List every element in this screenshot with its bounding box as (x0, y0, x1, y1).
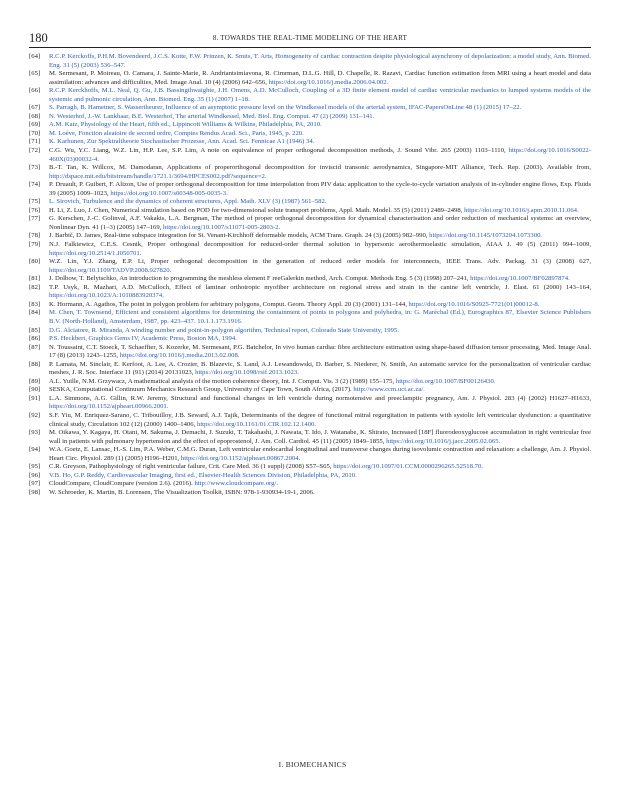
reference-number: [72] (29, 147, 41, 155)
reference-text-block (49, 138, 591, 147)
reference-link[interactable]: https://doi.org/10.1007/s00348-005-0035-3. (110, 189, 228, 197)
reference-text: R.C.P. Kerckhoffs, M.L. Neal, Q. Gu, J.B. Bassingthwaighte, J.H. Omens, A.D. McCulloch, Coupling of a 3D finite element model of cardiac ventricular mechanics to lumped systems models of the systemic and pulmonic circulation, Ann. Biomed. Eng. 35 (1) (2007) 1–18. (49, 87, 591, 103)
reference-text: W.Z. Lin, Y.J. Zhang, E.P. Li, Proper orthogonal decomposition in the generation of reduced order models for interconnects, IEEE Trans. Adv. Packag. 31 (3) (2008) 627, (49, 258, 591, 266)
reference-text-block (49, 147, 591, 164)
reference-link[interactable]: https://doi.org/10.1145/1073204.1073300. (429, 232, 543, 240)
reference-number: [95] (29, 463, 41, 471)
reference-number: [75] (29, 198, 41, 206)
reference-text-block (49, 215, 591, 232)
reference-item (29, 70, 591, 87)
reference-number: [67] (29, 104, 41, 112)
reference-number: [71] (29, 138, 41, 146)
reference-text: S.F. Yiu, M. Enriquez-Sarano, C. Tribouilloy, J.B. Seward, A.J. Tajik, Determinants of the degree of functional mitral regurgitation in patients with systolic left ventricular dysfunction: a quantitative clinical study, Circulation 102 (12) (2000) 1400–1406, (49, 411, 591, 428)
reference-link[interactable]: http://www.ccm.uct.ac.za/. (353, 386, 425, 394)
reference-text-block (49, 232, 591, 241)
reference-item (29, 198, 591, 207)
reference-item (29, 181, 591, 198)
reference-text: L. Sirovich, Turbulence and the dynamics of coherent structures, Appl. Math. XLV (3) (1987) 561–582. (49, 198, 327, 206)
reference-number: [87] (29, 343, 41, 351)
reference-number: [74] (29, 181, 41, 189)
reference-text-block (49, 181, 591, 198)
reference-link[interactable]: https://doi.org/10.1007/BF02897874. (470, 275, 570, 283)
reference-item (29, 164, 591, 181)
reference-text: W. Schroeder, K. Martin, B. Lorensen, The Visualization Toolkit, ISBN: 978-1-930934-19-1, 2006. (49, 488, 315, 496)
reference-item (29, 113, 591, 122)
reference-text-block (49, 113, 591, 122)
reference-text-block (49, 164, 591, 181)
reference-item (29, 472, 591, 481)
reference-number: [78] (29, 232, 41, 240)
reference-link[interactable]: https://doi.org/10.1098/rsif.2013.1023. (195, 369, 299, 377)
reference-number: [91] (29, 394, 41, 402)
reference-text: M. Loève, Fonction aleatoire de second ordre, Comptes Rendus Acad. Sci., Paris, 1945, p. 220. (49, 129, 304, 137)
reference-link[interactable]: https://doi.org/10.1007/BF00126430. (395, 377, 496, 385)
reference-text-block (49, 258, 591, 275)
reference-number: [77] (29, 215, 41, 223)
reference-text-block (49, 344, 591, 361)
reference-item (29, 87, 591, 104)
reference-text-block (49, 87, 591, 104)
reference-number: [96] (29, 471, 41, 479)
reference-text: J. Barbič, D. James, Real-time subspace integration for St. Venant-Kirchhoff deformable models, ACM Trans. Graph. 24 (3) (2005) 982–990, (49, 232, 430, 240)
reference-item (29, 138, 591, 147)
reference-link[interactable]: https://doi.org/10.1016/j.media.2013.02.008. (119, 352, 240, 360)
reference-item (29, 121, 591, 130)
reference-item (29, 446, 591, 463)
reference-text-block (49, 275, 591, 284)
reference-link[interactable]: https://doi.org/10.1109/TADVP.2008.927820. (49, 266, 172, 274)
reference-link[interactable]: https://doi.org/10.1152/ajpheart.00867.2004. (180, 454, 301, 462)
reference-text: M. Oikawa, Y. Kagaya, H. Otani, M. Sakuma, J. Demachi, J. Suzuki, T. Takahashi, J. Nawata, T. Ido, J. Watanabe, K. Shirato, Increased [18F] fluorodeoxyglucose accumulation in right ventricular free wall in patients with pulmonary hypertension and the effect of epoprostenol, J. Am. Coll. Cardiol. 45 (11) (2005) 1849–1855, (49, 429, 591, 445)
reference-link[interactable]: https://doi.org/10.1016/S0925-7721(01)00012-8. (408, 300, 540, 308)
reference-text: M. Chen, T. Townsend, Efficient and consistent algorithms for determining the containment of points in polygons and polyhedra, in: G. Maréchal (Ed.), Eurographics 87, Elsevier Science Publishers B.V. (North-Holland), Amsterdam, 1987, pp. 423–437. 10.1.1.173.1916. (49, 309, 591, 325)
reference-text-block (49, 378, 591, 387)
reference-text: S. Parragh, B. Hametner, S. Wassertheurer, Influence of an asymptotic pressure level on the Windkessel models of the arterial system, IFAC-PapersOnLine 48 (1) (2015) 17–22. (49, 104, 522, 112)
reference-number: [83] (29, 300, 41, 308)
reference-text: J. Dolbow, T. Belytschko, An introduction to programming the meshless element F reeGalerkin method, Arch. Comput. Methods Eng. 5 (3) (1998) 207–241, (49, 275, 471, 283)
reference-item (29, 284, 591, 301)
reference-link[interactable]: https://doi.org/10.1007/s11071-005-2803-2. (163, 223, 281, 231)
reference-number: [80] (29, 258, 41, 266)
page-footer: I. BIOMECHANICS (278, 760, 347, 769)
reference-text-block (49, 480, 591, 489)
reference-number: [89] (29, 377, 41, 385)
reference-link[interactable]: http://dspace.mit.edu/bitstream/handle/1721.1/3694/HPCES002.pdf?sequence=2. (49, 172, 267, 180)
reference-text: N. Toussaint, C.T. Stoeck, T. Schaeffter, S. Kozerke, M. Sermesant, P.G. Batchelor, In vivo human cardiac fibre architecture estimation using shape-based diffusion tensor processing, Med. Image Anal. 17 (8) (2013) 1243–1255, (49, 343, 591, 360)
reference-text-block (49, 489, 591, 498)
reference-link[interactable]: https://doi.org/10.1016/j.media.2006.04.002. (268, 78, 389, 86)
reference-number: [82] (29, 283, 41, 291)
reference-text-block (49, 70, 591, 87)
reference-text-block (49, 386, 591, 395)
reference-number: [93] (29, 429, 41, 437)
reference-text-block (49, 463, 591, 472)
reference-item (29, 429, 591, 446)
reference-link[interactable]: https://doi.org/10.1152/ajpheart.00966.2001. (49, 403, 169, 411)
reference-text: H. Li, Z. Luo, J. Chen, Numerical simulation based on POD for two-dimensional solute transport problems, Appl. Math. Model. 35 (5) (2011) 2489–2498, (49, 206, 465, 214)
reference-number: [68] (29, 112, 41, 120)
reference-text-block (49, 309, 591, 326)
reference-item (29, 53, 591, 70)
reference-number: [70] (29, 129, 41, 137)
reference-number: [81] (29, 275, 41, 283)
reference-text: T.P. Usyk, R. Mazhari, A.D. McCulloch, Effect of laminar orthotropic myofiber architecture on regional stress and strain in the canine left ventricle, J. Elast. 61 (2000) 143–164, (49, 283, 591, 291)
reference-link[interactable]: https://doi.org/10.1016/j.jacc.2005.02.065. (386, 437, 501, 445)
reference-item (29, 241, 591, 258)
reference-link[interactable]: https://doi.org/10.1161/01.CIR.102.12.1400. (196, 420, 317, 428)
reference-link[interactable]: https://doi.org/10.1097/01.CCM.0000296265.52518.70. (333, 463, 483, 471)
reference-text-block (49, 472, 591, 481)
reference-text-block (49, 284, 591, 301)
reference-text: C.R. Greyson, Pathophysiology of right ventricular failure, Crit. Care Med. 36 (1 suppl) (2008) S57–S65, (49, 463, 334, 471)
reference-text-block (49, 121, 591, 130)
reference-text-block (49, 207, 591, 216)
reference-number: [90] (29, 386, 41, 394)
reference-text: B.-T. Tan, K. Willcox, M. Damodaran, Applications of properorthogonal decomposition for inviscid transonic aerodynamics, Singapore-MIT Alliance, Tech. Rep. (2003). Available from, (49, 164, 591, 172)
reference-number: [65] (29, 70, 41, 78)
reference-text: C.G. Wu, Y.C. Liang, W.Z. Lin, H.P. Lee, S.P. Lim, A note on equivalence of proper orthogonal decomposition methods, J. Sound Vibr. 265 (2003) 1103–1110, (49, 147, 509, 155)
reference-item (29, 335, 591, 344)
reference-item (29, 327, 591, 336)
reference-number: [97] (29, 480, 41, 488)
reference-number: [85] (29, 326, 41, 334)
reference-text-block (49, 395, 591, 412)
reference-item (29, 386, 591, 395)
reference-item (29, 130, 591, 139)
reference-text: P. Lamata, M. Sinclair, E. Kerfoot, A. Lee, A. Crozier, B. Blazevic, S. Land, A.J. Lewandowski, D. Barber, S. Niederer, N. Smith, An automatic service for the personalization of ventricular cardiac meshes, J. R. Soc. Interface 11 (91) (2014) 20131023, (49, 360, 591, 377)
reference-item (29, 378, 591, 387)
running-head: 8. TOWARDS THE REAL-TIME MODELING OF THE HEART (212, 34, 408, 42)
reference-item (29, 104, 591, 113)
reference-text-block (49, 104, 591, 113)
reference-text-block (49, 301, 591, 310)
reference-text: P.S. Heckbert, Graphics Gems IV, Academic Press, Boston MA, 1994. (49, 335, 237, 343)
reference-number: [98] (29, 488, 41, 496)
reference-number: [64] (29, 53, 41, 60)
reference-text: N. Westerhof, J.-W. Lankhaar, B.E. Westerhof, The arterial Windkessel, Med. Biol. Eng. Comput. 47 (2) (2009) 131–141. (49, 112, 375, 120)
reference-text: P. Druault, P. Guibert, F. Alizon, Use of proper orthogonal decomposition for time interpolation from PIV data: application to the cycle-to-cycle variation analysis of in-cylinder engine flows, Exp. Fluids 39 (2005) 1009–1023, (49, 181, 591, 197)
reference-number: [84] (29, 309, 41, 317)
reference-text: CloudCompare, CloudCompare (version 2.6). (2016). (49, 480, 195, 488)
page-number: 180 (29, 31, 48, 45)
reference-text: A.L. Yuille, N.M. Grzywacz, A mathematical analysis of the motion coherence theory, Int. J. Comput. Vis. 3 (2) (1989) 155–175, (49, 377, 396, 385)
reference-number: [92] (29, 411, 41, 419)
reference-item (29, 489, 591, 498)
page-header (29, 31, 591, 45)
reference-number: [66] (29, 87, 41, 95)
reference-link[interactable]: https://doi.org/10.1016/S0022-460X(03)00032-4. (49, 147, 591, 163)
reference-item (29, 258, 591, 275)
reference-number: [76] (29, 206, 41, 214)
reference-number: [73] (29, 164, 41, 172)
reference-text: M. Sermesant, P. Moireau, O. Camara, J. Sainte-Marie, R. Andriantsimiavona, R. Cimrman, D.L.G. Hill, D. Chapelle, R. Razavi, Cardiac function estimation from MRI using a heart model and data assimilation: advances and difficulties, Med. Image Anal. 10 (4) (2006) 642–656, (49, 70, 591, 86)
reference-number: [86] (29, 335, 41, 343)
reference-item (29, 232, 591, 241)
reference-text-block (49, 446, 591, 463)
reference-list (29, 53, 591, 497)
reference-text-block (49, 241, 591, 258)
reference-link[interactable]: https://doi.org/10.1016/j.apm.2010.11.064. (464, 206, 579, 214)
reference-text: K. Karhunen, Zur Spektraltheorie Stochastischer Prozesse, Ann. Acad. Sci. Fennicae A1 (1946) 34. (49, 138, 315, 146)
reference-text-block (49, 130, 591, 139)
reference-link[interactable]: http://www.cloudcompare.org/. (194, 480, 279, 488)
reference-item (29, 395, 591, 412)
reference-text: K. Hormann, A. Agathos, The point in polygon problem for arbitrary polygons, Comput. Geom. Theory Appl. 20 (3) (2001) 131–144, (49, 300, 409, 308)
reference-text: SESKA, Computational Continuum Mechanics Research Group, University of Cape Town, South Africa, (2017). (49, 386, 354, 394)
reference-text-block (49, 335, 591, 344)
reference-text-block (49, 198, 591, 207)
reference-item (29, 480, 591, 489)
reference-item (29, 207, 591, 216)
reference-text-block (49, 327, 591, 336)
reference-text: D.G. Alciatore, R. Miranda, A winding number and point-in-polygon algorithm, Technical report, Colorado State University, 1995. (49, 326, 400, 334)
reference-item (29, 275, 591, 284)
reference-text-block (49, 412, 591, 429)
reference-text: A.M. Katz, Physiology of the Heart, fifth ed., Lippincott Williams & Wilkins, Philadelphia, PA, 2010. (49, 121, 322, 129)
reference-text: N.J. Falkiewicz, C.E.S. Cesnik, Proper orthogonal decomposition for reduced-order thermal solution in hypersonic aerothermoelastic simulation, AIAA J. 49 (5) (2011) 994–1009, (49, 241, 591, 249)
reference-text: R.C.P. Kerckoffs, P.H.M. Bovendeerd, J.C.S. Kotte, F.W. Prinzen, K. Smits, T. Arts, Homogeneity of cardiac contraction despite physiological asynchrony of depolarization: a model study, Ann. Biomed. Eng. 31 (5) (2003) 536–547. (49, 53, 591, 69)
reference-item (29, 309, 591, 326)
reference-link[interactable]: https://doi.org/10.2514/1.J050701. (49, 249, 142, 257)
reference-text: G. Kerschen, J.-C. Golinval, A.F. Vakakis, L.A. Bergman, The method of proper orthogonal decomposition for dynamical characterisation and order reduction of mechanical systems: an overview, Nonlinear Dyn. 41 (1–3) (2005) 147–169, (49, 215, 591, 231)
reference-item (29, 301, 591, 310)
reference-text: W.A. Goetz, E. Lansac, H.-S. Lim, P.A. Weber, C.M.G. Duran, Left ventricular endocardial longitudinal and transverse changes during isovolumic contraction and relaxation: a challenge, Am. J. Physiol. Heart Circ. Physiol. 289 (1) (2005) H196–H201, (49, 446, 591, 462)
reference-item (29, 412, 591, 429)
reference-item (29, 344, 591, 361)
reference-number: [69] (29, 121, 41, 129)
header-rule (29, 47, 591, 48)
reference-item (29, 147, 591, 164)
reference-number: [79] (29, 241, 41, 249)
reference-item (29, 215, 591, 232)
reference-text: L.A. Simmons, A.G. Gillin, R.W. Jeremy, Structural and functional changes in left ventricle during normotensive and preeclamptic pregnancy, Am. J. Physiol. 283 (4) (2002) H1627–H1633, (49, 394, 591, 402)
reference-link[interactable]: https://doi.org/10.1023/A:1010883920374. (49, 292, 164, 300)
reference-item (29, 463, 591, 472)
reference-text-block (49, 429, 591, 446)
reference-number: [88] (29, 360, 41, 368)
reference-text-block (49, 361, 591, 378)
reference-number: [94] (29, 446, 41, 454)
reference-item (29, 361, 591, 378)
reference-text: V.B. Ho, G.P. Reddy, Cardiovascular Imaging, first ed., Elsevier-Health Sciences Division, Philadelphia, PA, 2010. (49, 471, 357, 479)
reference-text-block (49, 53, 591, 70)
